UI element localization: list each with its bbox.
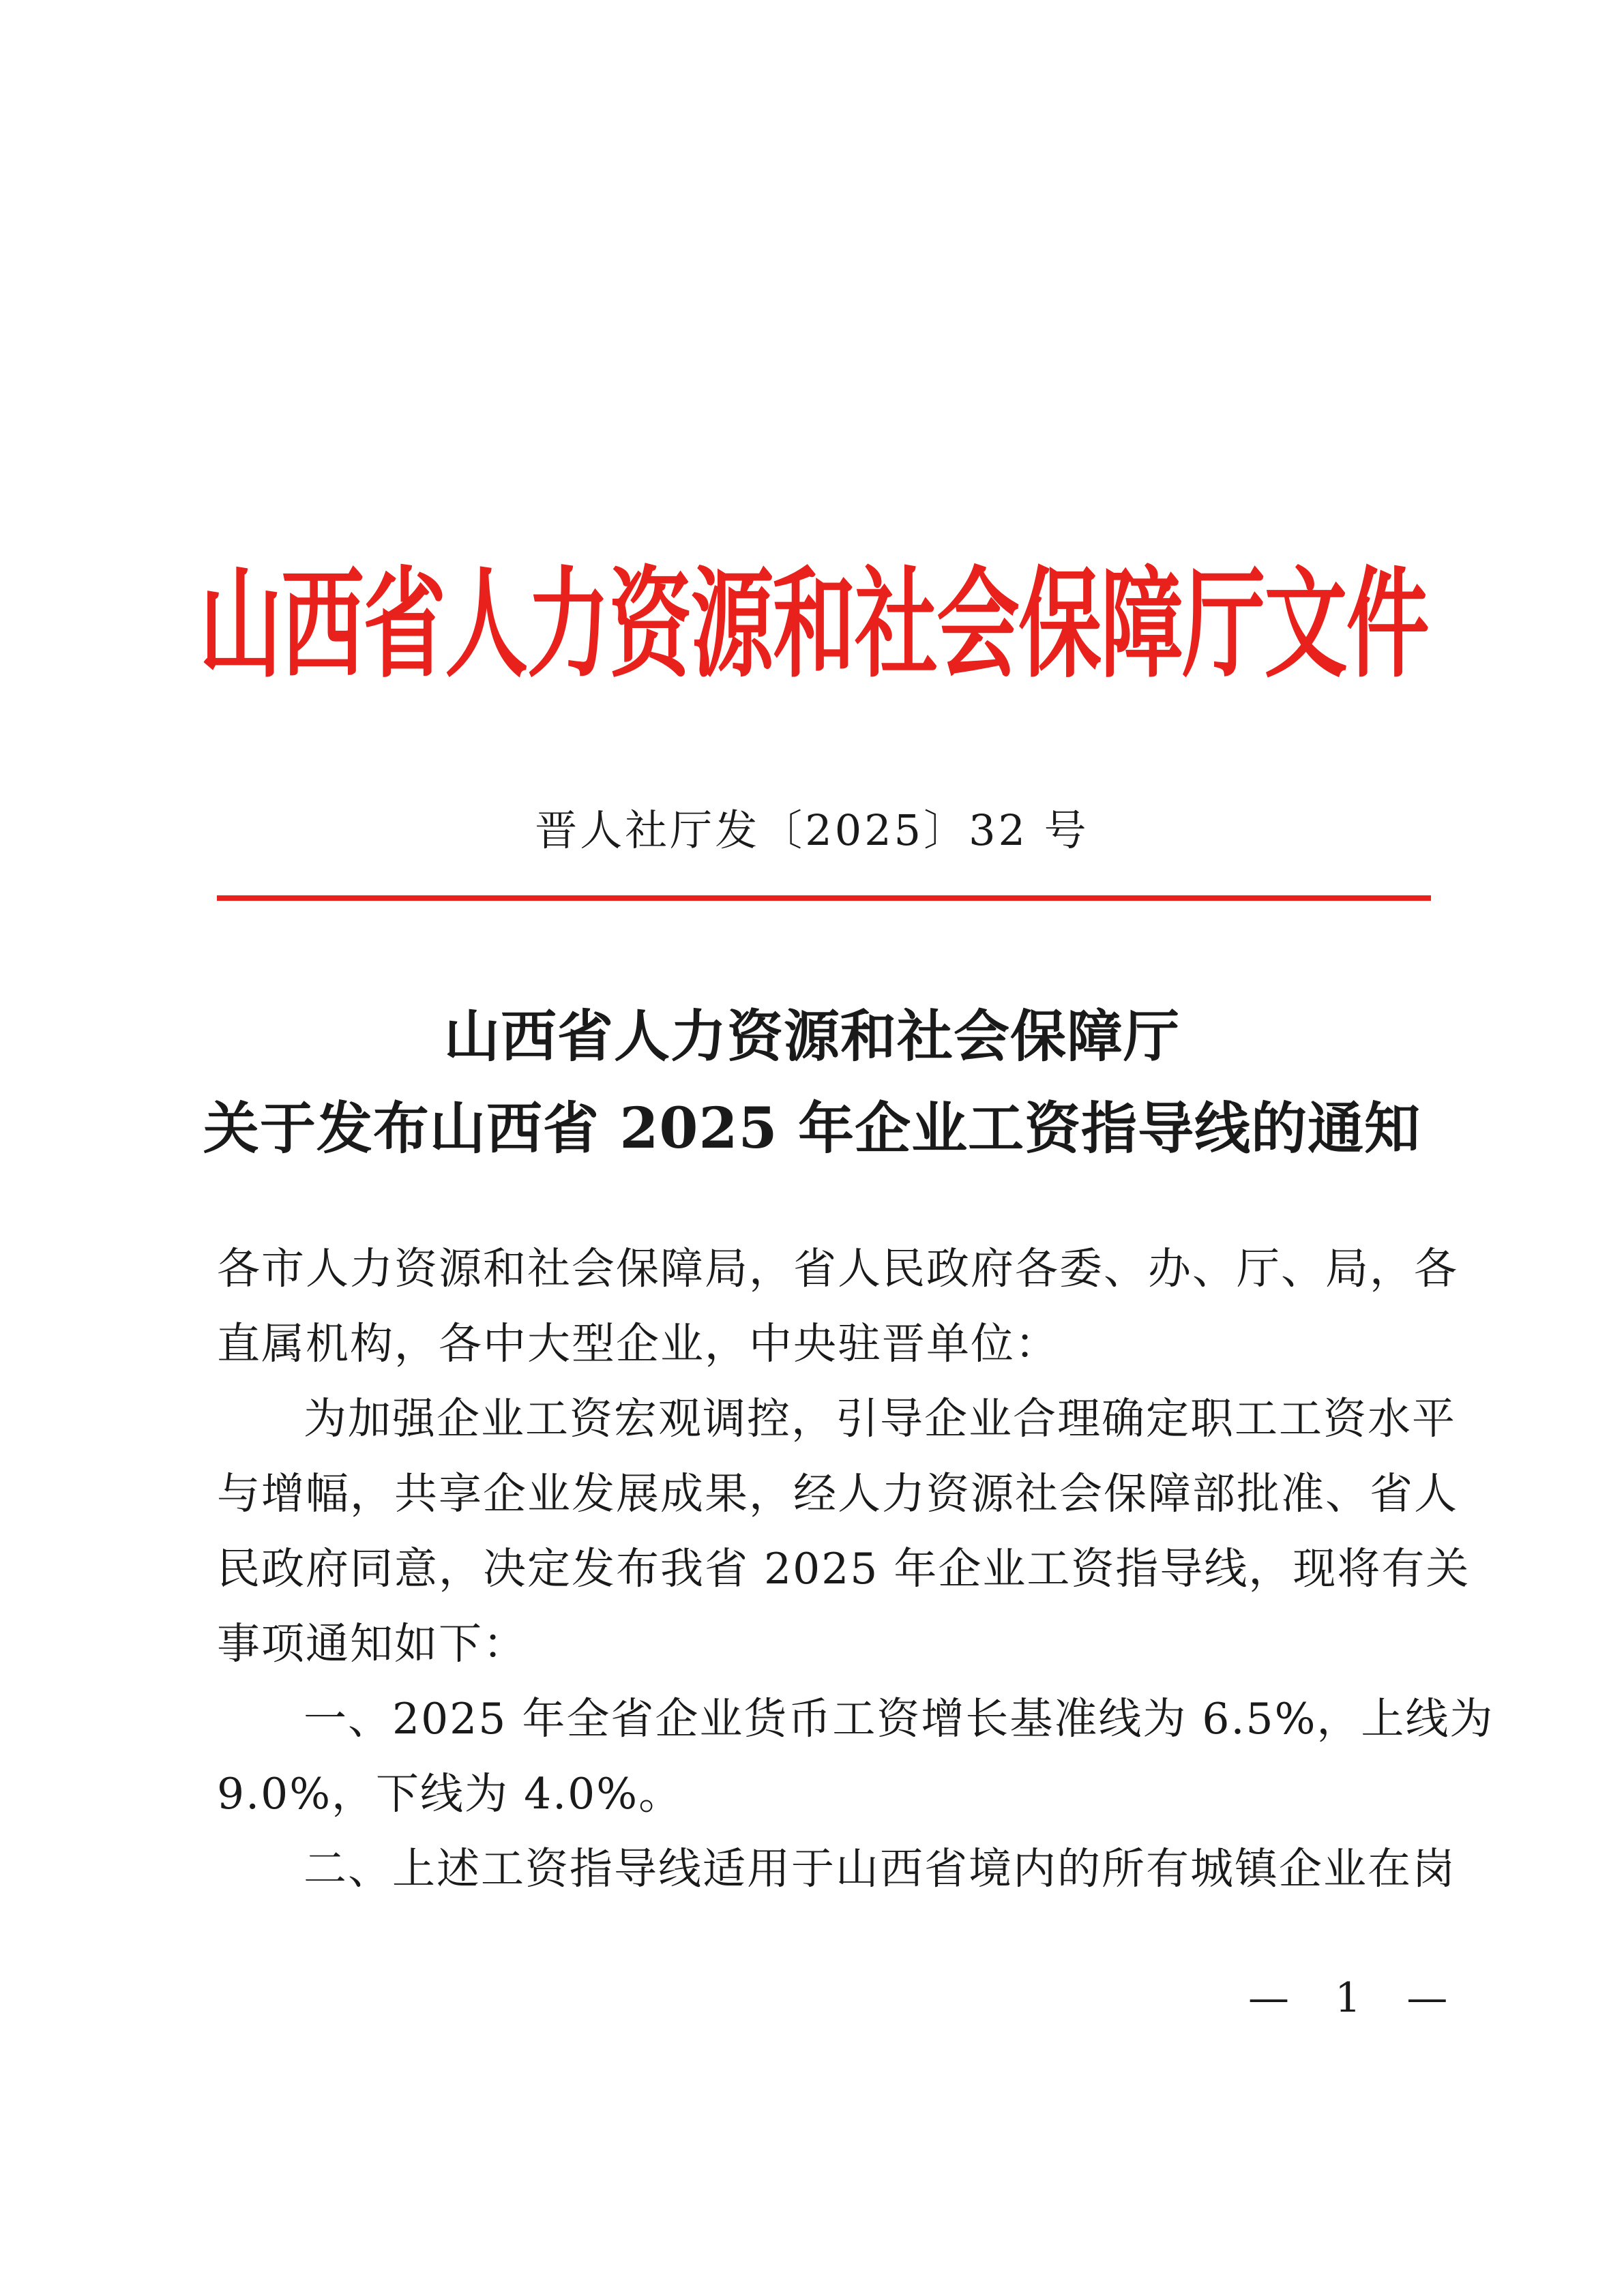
body-text-line: 直属机构，各中大型企业，中央驻晋单位： (217, 1319, 1059, 1369)
notice-title-line-2: 关于发布山西省 2025 年企业工资指导线的通知 (203, 1096, 1421, 1161)
red-divider-line (217, 895, 1431, 901)
body-text-line: 与增幅，共享企业发展成果，经人力资源社会保障部批准、省人 (217, 1469, 1458, 1519)
page-number: — 1 — (1248, 1974, 1464, 2022)
body-text-line: 二、上述工资指导线适用于山西省境内的所有城镇企业在岗 (304, 1844, 1456, 1894)
document-number: 晋人社厅发〔2025〕32 号 (535, 805, 1089, 855)
body-text-line: 一、2025 年全省企业货币工资增长基准线为 6.5%，上线为 (304, 1694, 1494, 1744)
body-text-line: 事项通知如下： (217, 1619, 527, 1669)
body-text-line: 9.0%，下线为 4.0%。 (217, 1769, 683, 1819)
masthead-title: 山西省人力资源和社会保障厅文件 (199, 554, 1428, 694)
notice-title-line-1: 山西省人力资源和社会保障厅 (443, 1004, 1180, 1069)
body-text-line: 各市人力资源和社会保障局，省人民政府各委、办、厅、局，各 (217, 1244, 1458, 1294)
body-text-line: 民政府同意，决定发布我省 2025 年企业工资指导线，现将有关 (217, 1544, 1471, 1594)
body-text-line: 为加强企业工资宏观调控，引导企业合理确定职工工资水平 (304, 1394, 1456, 1444)
